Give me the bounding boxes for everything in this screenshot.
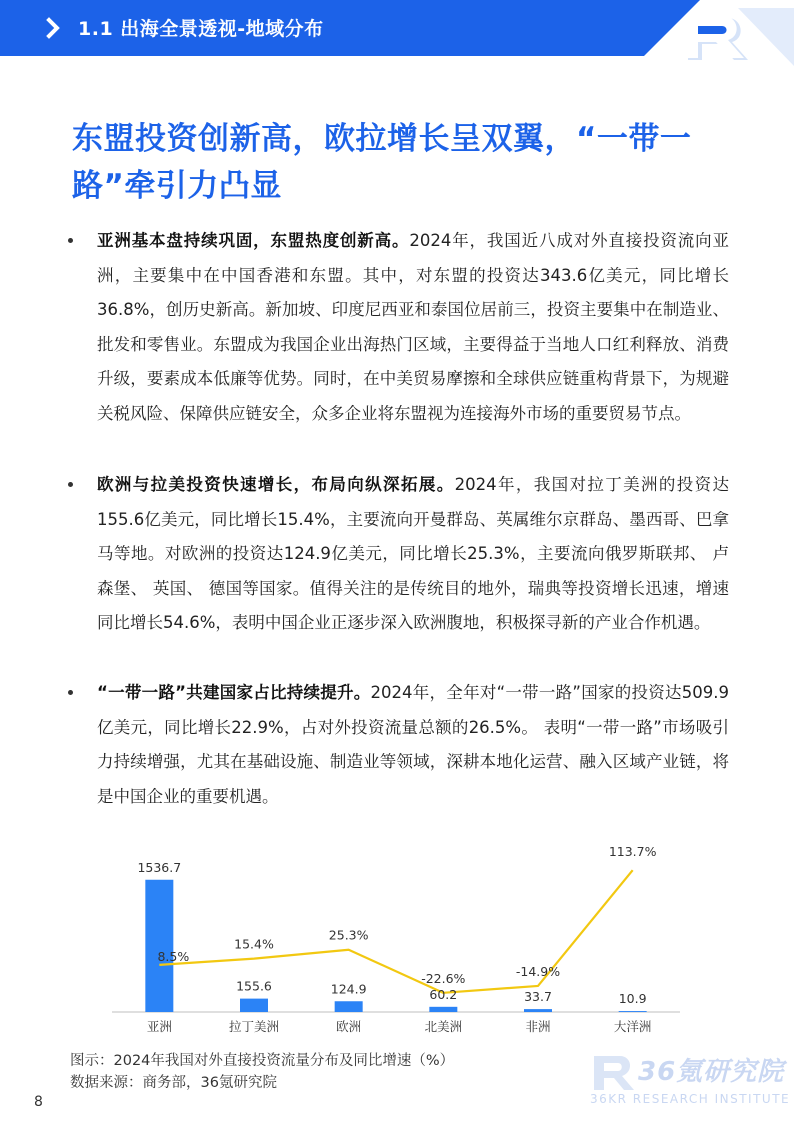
- category-label: 北美洲: [424, 1019, 463, 1034]
- bar-value-label: 1536.7: [137, 859, 182, 875]
- growth-value-label: 113.7%: [608, 844, 657, 860]
- bullet-paragraph: [97, 468, 729, 641]
- bullet-dot: [68, 482, 73, 487]
- growth-value-label: -14.9%: [515, 963, 561, 979]
- bullet-body: 2024年，我国近八成对外直接投资流向亚洲，主要集中在中国香港和东盟。其中，对东盟的投资达343.6亿美元，同比增长36.8%，创历史新高。新加坡、印度尼西亚和泰国位居前三，投资主要集中在制造业、批发和零售业。东盟成为我国企业出海热门区域，主要得益于当地人口红利释放、消费升级，要素成本低廉等优势。同时，在中美贸易摩擦和全球供应链重构背景下，为规避关税风险、保障供应链安全，众多企业将东盟视为连接海外市场的重要贸易节点。: [97, 231, 729, 423]
- bullet-dot: [68, 690, 73, 695]
- bullet-lead: 欧洲与拉美投资快速增长，布局向纵深拓展。: [97, 475, 455, 494]
- bullet-paragraph: [97, 224, 729, 431]
- bar: [524, 1009, 552, 1012]
- bullet-paragraph: [97, 676, 729, 814]
- section-title: 1.1 出海全景透视-地域分布: [78, 18, 324, 40]
- bullet-lead: “一带一路”共建国家占比持续提升。: [97, 683, 371, 702]
- 36kr-logo-icon: [680, 8, 794, 70]
- bullet-lead: 亚洲基本盘持续巩固，东盟热度创新高。: [97, 231, 410, 250]
- bullet-body: 2024年，全年对“一带一路”国家的投资达509.9亿美元，同比增长22.9%，占对外投资流量总额的26.5%。 表明“一带一路”市场吸引力持续增强，尤其在基础设施、制造业等领域，深耕本地化运营、融入区域产业链，将是中国企业的重要机遇。: [97, 683, 729, 806]
- caption-title: 图示：2024年我国对外直接投资流量分布及同比增速（%）: [70, 1053, 455, 1069]
- chevron-right-icon: [44, 17, 64, 39]
- category-label: 非洲: [525, 1019, 551, 1034]
- category-label: 大洋洲: [613, 1019, 652, 1034]
- growth-value-label: 15.4%: [234, 936, 274, 952]
- bar: [429, 1007, 457, 1012]
- category-label: 亚洲: [146, 1019, 172, 1034]
- bar: [240, 999, 268, 1012]
- chart-caption: [70, 1050, 454, 1094]
- growth-line: [159, 870, 632, 993]
- growth-value-label: 8.5%: [157, 948, 190, 964]
- category-label: 欧洲: [336, 1019, 362, 1034]
- bar: [335, 1001, 363, 1012]
- bar-value-label: 33.7: [524, 989, 552, 1005]
- bullet-body: 2024年，我国对拉丁美洲的投资达155.6亿美元，同比增长15.4%，主要流向开曼群岛、英属维尔京群岛、墨西哥、巴拿马等地。对欧洲的投资达124.9亿美元，同比增长25.3%，主要流向俄罗斯联邦、 卢森堡、 英国、 德国等国家。值得关注的是传统目的地外，瑞典等投资增长迅速，增速同比增长54.6%，表明中国企业正逐步深入欧洲腹地，积极探寻新的产业合作机遇。: [97, 475, 729, 632]
- bar-value-label: 124.9: [330, 981, 367, 997]
- bar-value-label: 155.6: [236, 978, 272, 994]
- category-label: 拉丁美洲: [228, 1019, 280, 1034]
- watermark-subtitle: 36KR RESEARCH INSTITUTE: [590, 1092, 791, 1106]
- bar-value-label: 10.9: [618, 991, 647, 1007]
- growth-value-label: -22.6%: [421, 970, 466, 986]
- watermark-name: 36氪研究院: [638, 1057, 785, 1087]
- caption-source: 数据来源：商务部，36氪研究院: [70, 1075, 277, 1091]
- bar-value-label: 60.2: [429, 986, 458, 1002]
- investment-chart: [0, 820, 794, 1045]
- bullet-dot: [68, 238, 73, 243]
- page-number: 8: [34, 1094, 43, 1110]
- page-title: 东盟投资创新高，欧拉增长呈双翼，“一带一路”牵引力凸显: [72, 121, 692, 204]
- growth-value-label: 25.3%: [328, 927, 369, 943]
- bar: [145, 880, 173, 1012]
- bar: [619, 1011, 647, 1012]
